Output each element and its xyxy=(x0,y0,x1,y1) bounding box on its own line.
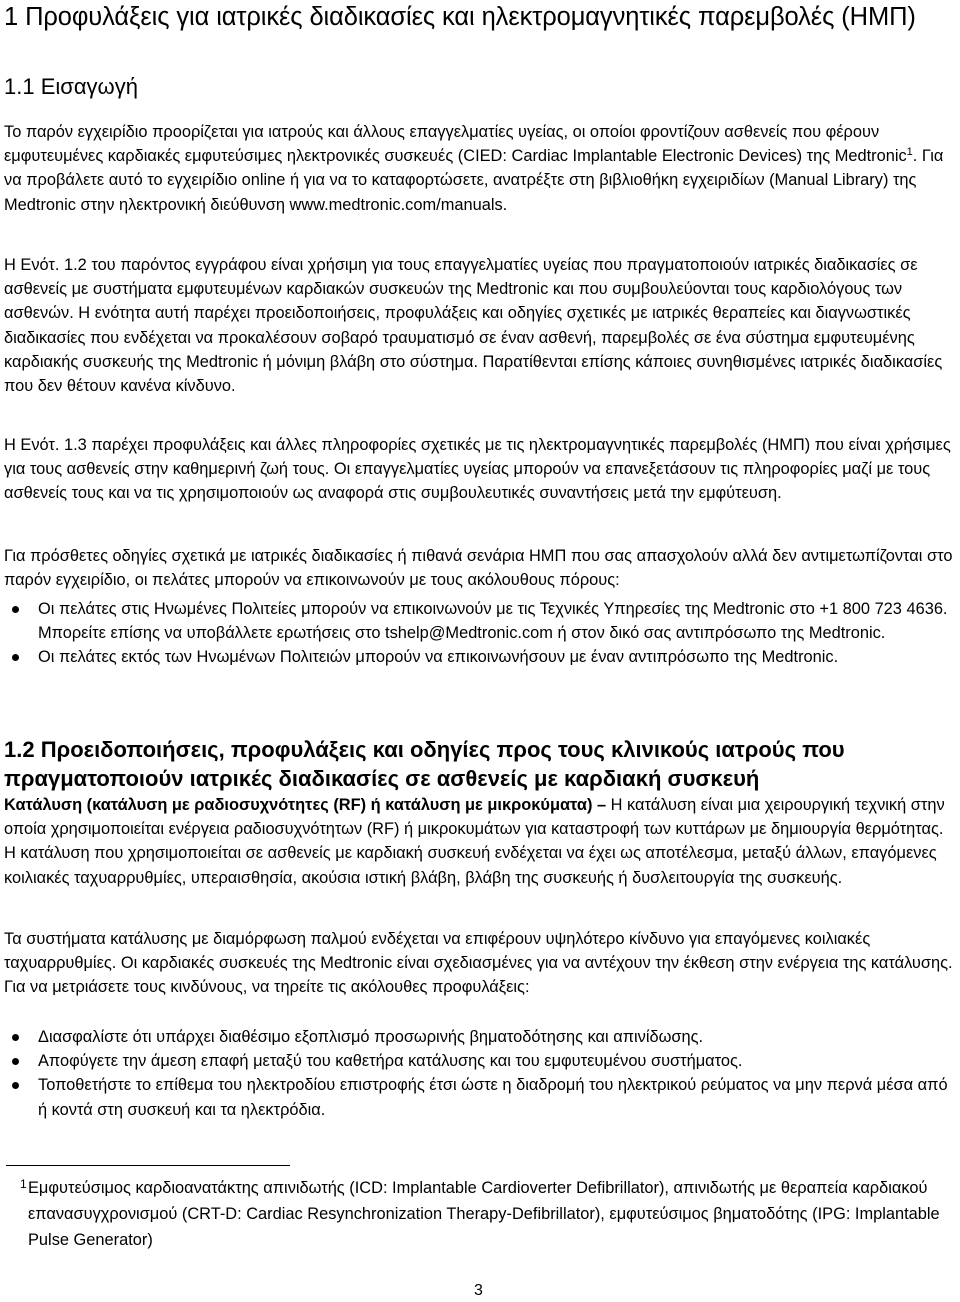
list-item xyxy=(4,1073,954,1121)
footnote xyxy=(20,1175,953,1253)
list-item-text: Οι πελάτες στις Ηνωμένες Πολιτείες μπορούν να επικοινωνούν με τις Τεχνικές Υπηρεσίες της Medtronic στο +1 800 723 4636. Μπορείτε επίσης να υποβάλλετε ερωτήσεις στο tshelp@Medtronic.com ή στον δικό σας αντιπρόσωπο της Medtronic. xyxy=(38,600,948,643)
footnote-mark: 1 xyxy=(20,1177,27,1191)
section-1-heading: 1 Προφυλάξεις για ιατρικές διαδικασίες και ηλεκτρομαγνητικές παρεμβολές (ΗΜΠ) xyxy=(4,3,916,31)
bullet-icon xyxy=(12,606,19,613)
list-item-text: Τοποθετήστε το επίθεμα του ηλεκτροδίου επιστροφής έτσι ώστε η διαδρομή του ηλεκτρικού ρεύματος να μην περνά μέσα από ή κοντά στη συσκευή και τα ηλεκτρόδια. xyxy=(38,1076,948,1119)
intro-paragraph-text-continued: . Για να προβάλετε αυτό το εγχειρίδιο online ή για να το καταφορτώσετε, ανατρέξτε στη βιβλιοθήκη εγχειριδίων (Manual Library) της Medtronic στην ηλεκτρονική διεύθυνση www.medtronic.com/manuals. xyxy=(4,147,944,214)
intro-paragraph xyxy=(4,120,956,217)
list-item xyxy=(4,645,954,669)
ablation-term: Κατάλυση (κατάλυση με ραδιοσυχνότητες (RF) ή κατάλυση με μικροκύματα) – xyxy=(4,796,607,814)
page-number: 3 xyxy=(474,1282,483,1299)
section-1-1-heading: 1.1 Εισαγωγή xyxy=(4,74,138,99)
resources-list xyxy=(4,597,954,670)
list-item xyxy=(4,1025,954,1049)
list-item xyxy=(4,1049,954,1073)
intro-paragraph-text: Το παρόν εγχειρίδιο προορίζεται για ιατρούς και άλλους επαγγελματίες υγείας, οι οποίοι φροντίζουν ασθενείς που φέρουν εμφυτευμένες καρδιακές εμφυτεύσιμες ηλεκτρονικές συσκευές (CIED: Cardiac Implantable Electronic Devices) της Medtronic xyxy=(4,123,907,166)
section-1-2-reference-paragraph: Η Ενότ. 1.2 του παρόντος εγγράφου είναι χρήσιμη για τους επαγγελματίες υγείας που πραγματοποιούν ιατρικές διαδικασίες σε ασθενείς με συστήματα εμφυτευμένων καρδιακών συσκευών της Medtronic και που συμβουλεύονται τους καρδιολόγους των ασθενών. Η ενότητα αυτή παρέχει προειδοποιήσεις, προφυλάξεις και οδηγίες σχετικές με ιατρικές θεραπείες και διαγνωστικές διαδικασίες που ενδέχεται να προκαλέσουν σοβαρό τραυματισμό σε έναν ασθενή, παρεμβολές σε ένα σύστημα εμφυτευμένης καρδιακής συσκευής της Medtronic ή μόνιμη βλάβη στο σύστημα. Παρατίθενται επίσης κάποιες συνηθισμένες ιατρικές διαδικασίες που δεν θέτουν κανένα κίνδυνο. xyxy=(4,256,943,396)
bullet-icon xyxy=(12,654,19,661)
list-item-text: Διασφαλίστε ότι υπάρχει διαθέσιμο εξοπλισμό προσωρινής βηματοδότησης και απινίδωσης. xyxy=(38,1028,704,1046)
list-item-text: Αποφύγετε την άμεση επαφή μεταξύ του καθετήρα κατάλυσης και του εμφυτευμένου συστήματος. xyxy=(38,1052,743,1071)
bullet-icon xyxy=(12,1082,19,1089)
footnote-reference: 1 xyxy=(906,146,913,159)
ablation-description: Η κατάλυση είναι μια χειρουργική τεχνική στην οποία χρησιμοποιείται ενέργεια ραδιοσυχνότητων (RF) ή μικροκυμάτων για καταστροφή των κυττάρων με δημιουργία θερμότητας. Η κατάλυση που χρησιμοποιείται σε ασθενείς με καρδιακή συσκευή ενδέχεται να έχει ως αποτέλεσμα, μεταξύ άλλων, επαγόμενες κοιλιακές ταχυαρρυθμίες, υπεραισθησία, ακούσια ιστική βλάβη, βλάβη της συσκευής ή δυσλειτουργία της συσκευής. xyxy=(4,796,945,887)
bullet-icon xyxy=(12,1058,19,1065)
section-1-3-reference-paragraph: Η Ενότ. 1.3 παρέχει προφυλάξεις και άλλες πληροφορίες σχετικές με τις ηλεκτρομαγνητικές παρεμβολές (ΗΜΠ) που είναι χρήσιμες για τους ασθενείς στην καθημερινή ζωή τους. Οι επαγγελματίες υγείας μπορούν να επανεξετάσουν τις πληροφορίες μαζί με τους ασθενείς τους και να τις χρησιμοποιούν ως αναφορά στις συμβουλευτικές συναντήσεις μετά την εμφύτευση. xyxy=(4,436,951,503)
list-item xyxy=(4,597,954,645)
list-item-text: Οι πελάτες εκτός των Ηνωμένων Πολιτειών μπορούν να επικοινωνήσουν με έναν αντιπρόσωπο της Medtronic. xyxy=(38,648,839,667)
footnote-divider xyxy=(6,1165,290,1166)
resources-paragraph: Για πρόσθετες οδηγίες σχετικά με ιατρικές διαδικασίες ή πιθανά σενάρια ΗΜΠ που σας απασχολούν αλλά δεν αντιμετωπίζονται στο παρόν εγχειρίδιο, οι πελάτες μπορούν να επικοινωνούν με τους ακόλουθους πόρους: xyxy=(4,547,953,590)
bullet-icon xyxy=(12,1034,19,1041)
ablation-paragraph xyxy=(4,793,956,890)
section-1-2-heading: 1.2 Προειδοποιήσεις, προφυλάξεις και οδηγίες προς τους κλινικούς ιατρούς που πραγματοποιούν ιατρικές διαδικασίες σε ασθενείς με καρδιακή συσκευή xyxy=(4,737,845,791)
footnote-text: Εμφυτεύσιμος καρδιοανατάκτης απινιδωτής (ICD: Implantable Cardioverter Defibrillator), απινιδωτής με θεραπεία καρδιακού επανασυγχρονισμού (CRT-D: Cardiac Resynchronization Therapy-Defibrillator), εμφυτεύσιμος βηματοδότης (IPG: Implantable Pulse Generator) xyxy=(28,1179,940,1249)
ablation-precautions-list xyxy=(4,1025,954,1122)
ablation-precautions-paragraph: Τα συστήματα κατάλυσης με διαμόρφωση παλμού ενδέχεται να επιφέρουν υψηλότερο κίνδυνο για επαγόμενες κοιλιακές ταχυαρρυθμίες. Οι καρδιακές συσκευές της Medtronic είναι σχεδιασμένες για να αντέχουν την έκθεση στην ενέργεια της κατάλυσης. Για να μετριάσετε τους κινδύνους, να τηρείτε τις ακόλουθες προφυλάξεις: xyxy=(4,930,953,997)
